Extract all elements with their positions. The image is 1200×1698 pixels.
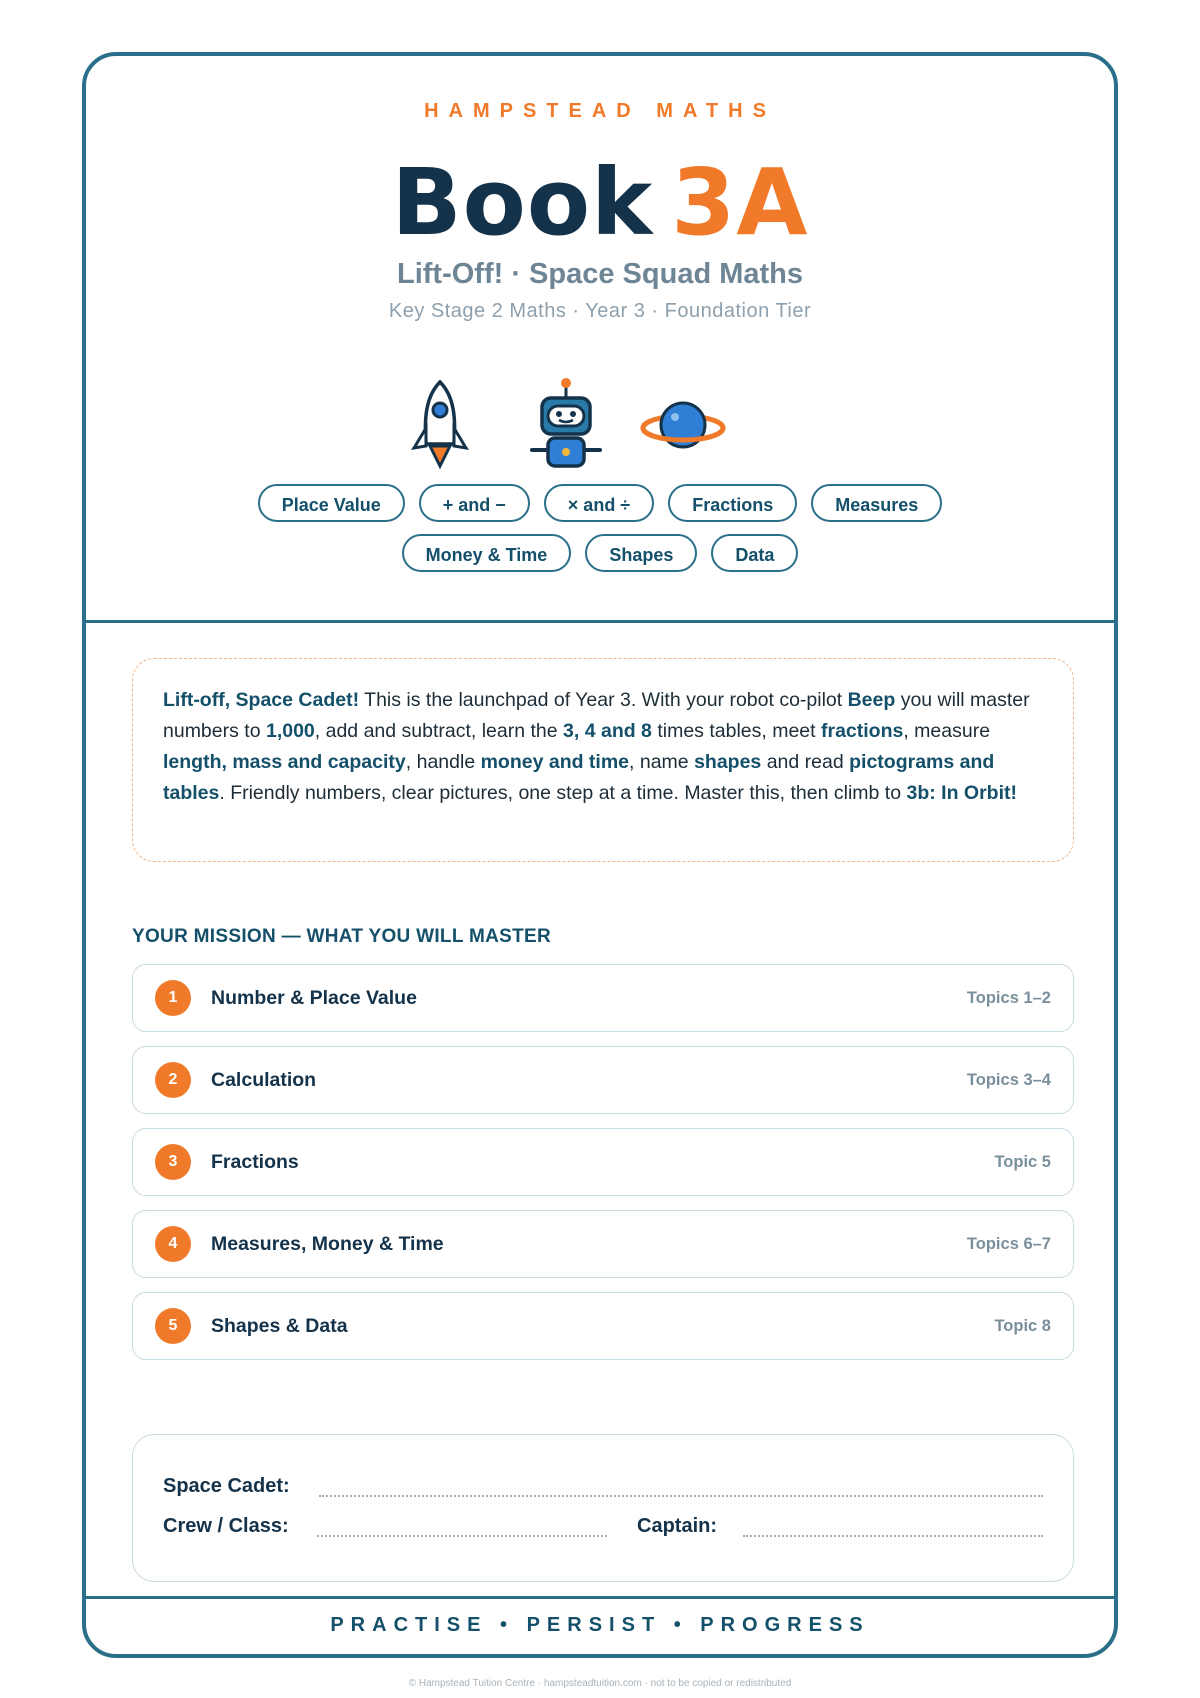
intro-text bbox=[163, 689, 1030, 804]
intro-run: times tables, meet bbox=[651, 720, 821, 742]
cover-frame bbox=[82, 52, 1118, 1658]
intro-highlight: shapes bbox=[694, 751, 762, 773]
intro-run: . Friendly numbers, clear pictures, one step at a time. Master this, then climb to bbox=[219, 782, 907, 804]
space-cadet-field[interactable] bbox=[319, 1495, 1043, 1497]
captain-field[interactable] bbox=[743, 1535, 1043, 1537]
topic-chips bbox=[166, 484, 1034, 572]
topic-title: Calculation bbox=[211, 1069, 317, 1091]
topic-range: Topics 3–4 bbox=[966, 1071, 1051, 1089]
intro-run: This is the launchpad of Year 3. With your robot co-pilot bbox=[359, 689, 848, 711]
topic-range: Topics 1–2 bbox=[966, 989, 1051, 1007]
name-box bbox=[132, 1434, 1074, 1582]
icon-row bbox=[86, 356, 1114, 466]
intro-run: and read bbox=[761, 751, 850, 773]
chip-measures: Measures bbox=[811, 484, 942, 522]
chip-multiply-divide: × and ÷ bbox=[544, 484, 654, 522]
chip-shapes: Shapes bbox=[585, 534, 697, 572]
intro-highlight: 3b: In Orbit! bbox=[906, 782, 1017, 804]
planet-icon bbox=[638, 392, 728, 458]
intro-run: you will master numbers to bbox=[163, 689, 1030, 742]
topic-list bbox=[132, 964, 1074, 1374]
topic-number-badge: 2 bbox=[155, 1062, 191, 1098]
book-title-word: Book bbox=[391, 149, 654, 256]
intro-highlight: money and time bbox=[480, 751, 630, 773]
intro-highlight: Lift-off, Space Cadet! bbox=[163, 689, 360, 711]
topic-row bbox=[132, 1046, 1074, 1114]
mission-heading: YOUR MISSION — WHAT YOU WILL MASTER bbox=[132, 926, 551, 947]
header-divider bbox=[86, 620, 1114, 623]
chip-fractions: Fractions bbox=[668, 484, 797, 522]
intro-highlight: Beep bbox=[847, 689, 896, 711]
intro-run: , measure bbox=[903, 720, 991, 742]
topic-number-badge: 3 bbox=[155, 1144, 191, 1180]
topic-row bbox=[132, 964, 1074, 1032]
copyright-notice: © Hampstead Tuition Centre · hampsteadtuition.com · not to be copied or redistributed bbox=[408, 1678, 792, 1689]
book-code: 3A bbox=[671, 149, 809, 256]
crew-class-field[interactable] bbox=[317, 1535, 607, 1537]
intro-highlight: 1,000 bbox=[265, 720, 315, 742]
topic-title: Shapes & Data bbox=[211, 1315, 348, 1337]
book-title bbox=[86, 148, 1114, 258]
intro-highlight: fractions bbox=[820, 720, 904, 742]
chip-place-value: Place Value bbox=[258, 484, 405, 522]
book-subtitle: Lift-Off! · Space Squad Maths bbox=[397, 258, 803, 290]
intro-run: , add and subtract, learn the bbox=[314, 720, 564, 742]
topic-row bbox=[132, 1210, 1074, 1278]
intro-run: , handle bbox=[405, 751, 481, 773]
chip-money-time: Money & Time bbox=[402, 534, 572, 572]
topic-row bbox=[132, 1292, 1074, 1360]
space-cadet-label: Space Cadet: bbox=[163, 1475, 290, 1497]
topic-number-badge: 1 bbox=[155, 980, 191, 1016]
topic-range: Topics 6–7 bbox=[966, 1235, 1051, 1253]
book-meta: Key Stage 2 Maths · Year 3 · Foundation Tier bbox=[388, 300, 812, 322]
intro-highlight: length, mass and capacity bbox=[163, 751, 406, 773]
captain-label: Captain: bbox=[637, 1515, 717, 1537]
chip-add-subtract: + and − bbox=[419, 484, 530, 522]
brand-name: HAMPSTEAD MATHS bbox=[424, 100, 776, 122]
topic-range: Topic 8 bbox=[994, 1317, 1051, 1335]
robot-icon bbox=[526, 376, 606, 476]
topic-number-badge: 4 bbox=[155, 1226, 191, 1262]
topic-row bbox=[132, 1128, 1074, 1196]
topic-range: Topic 5 bbox=[994, 1153, 1051, 1171]
intro-highlight: 3, 4 and 8 bbox=[563, 720, 652, 742]
chip-data: Data bbox=[711, 534, 798, 572]
crew-class-label: Crew / Class: bbox=[163, 1515, 289, 1537]
topic-title: Measures, Money & Time bbox=[211, 1233, 444, 1255]
intro-highlight: pictograms and tables bbox=[163, 751, 995, 804]
topic-number-badge: 5 bbox=[155, 1308, 191, 1344]
topic-title: Fractions bbox=[211, 1151, 299, 1173]
topic-title: Number & Place Value bbox=[211, 987, 417, 1009]
intro-run: , name bbox=[629, 751, 695, 773]
intro-box bbox=[132, 658, 1074, 862]
footer-motto: PRACTISE • PERSIST • PROGRESS bbox=[330, 1614, 870, 1636]
rocket-icon bbox=[408, 378, 472, 474]
